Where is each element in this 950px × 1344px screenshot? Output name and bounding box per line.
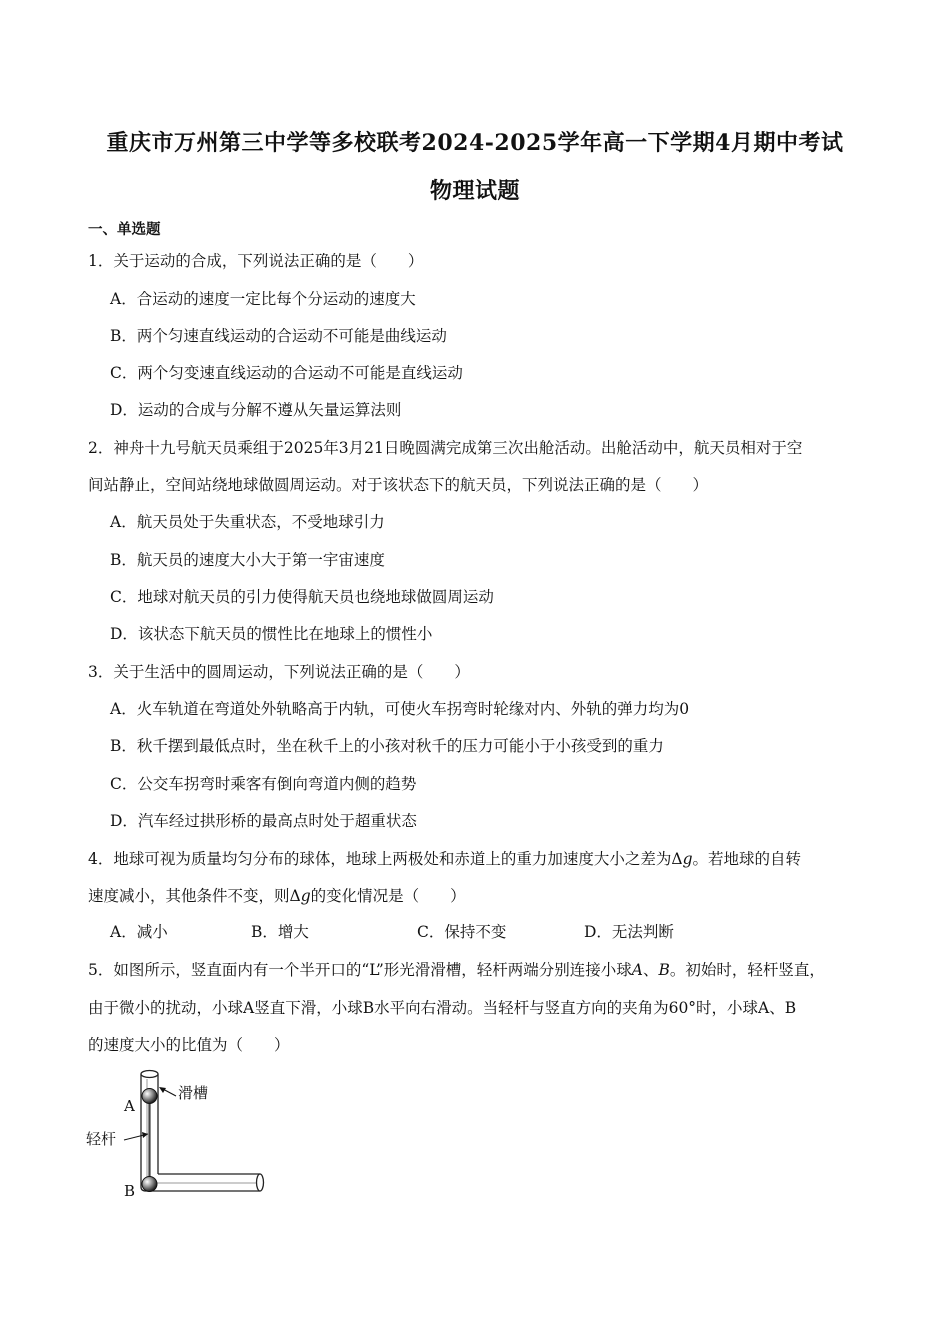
rod-pointer-arrow: [124, 1132, 148, 1140]
question-3-option-d: D．汽车经过拱形桥的最高点时处于超重状态: [110, 812, 417, 830]
question-2-option-d: D．该状态下航天员的惯性比在地球上的惯性小: [110, 625, 433, 643]
question-4-option-d: D．无法判断: [584, 923, 674, 941]
question-1-stem: 1．关于运动的合成，下列说法正确的是（ ）: [88, 252, 424, 270]
ball-a-variable: A: [631, 961, 643, 979]
gravity-variable: g: [682, 850, 693, 868]
question-3-option-a: A．火车轨道在弯道处外轨略高于内轨，可使火车拐弯时轮缘对内、外轨的弹力均为0: [110, 700, 690, 718]
ball-b-label: B: [124, 1182, 136, 1200]
delta-symbol: Δ: [671, 850, 683, 868]
gravity-variable: g: [300, 887, 311, 905]
question-4-stem-text: 。若地球的自转: [692, 850, 802, 868]
question-2-stem-line2: 间站静止，空间站绕地球做圆周运动。对于该状态下的航天员，下列说法正确的是（ ）: [88, 476, 709, 494]
question-1-option-a: A．合运动的速度一定比每个分运动的速度大: [110, 290, 416, 308]
slot-pointer-arrow: [159, 1087, 176, 1096]
question-5-stem-text: 5．如图所示，竖直面内有一个半开口的“L”形光滑滑槽，轻杆两端分别连接小球: [88, 961, 632, 979]
question-4-stem-text: 的变化情况是（ ）: [310, 887, 466, 905]
question-4-option-a: A．减小: [110, 923, 168, 941]
question-3-option-c: C．公交车拐弯时乘客有倒向弯道内侧的趋势: [110, 775, 417, 793]
question-4-option-c: C．保持不变: [417, 923, 507, 941]
ball-b-variable: B: [658, 961, 670, 979]
exam-title: 重庆市万州第三中学等多校联考2024-2025学年高一下学期4月期中考试: [106, 130, 844, 156]
question-5-separator: 、: [643, 961, 659, 979]
ball-b: [142, 1177, 157, 1192]
question-5-stem-line2: 由于微小的扰动，小球A竖直下滑，小球B水平向右滑动。当轻杆与竖直方向的夹角为60°时，小球A、B: [88, 999, 797, 1017]
delta-symbol: Δ: [289, 887, 301, 905]
question-3-option-b: B．秋千摆到最低点时，坐在秋千上的小孩对秋千的压力可能小于小孩受到的重力: [110, 737, 664, 755]
question-2-option-b: B．航天员的速度大小大于第一宇宙速度: [110, 551, 385, 569]
exam-subtitle: 物理试题: [429, 178, 520, 204]
question-4-stem-text: 4．地球可视为质量均匀分布的球体，地球上两极处和赤道上的重力加速度大小之差为: [88, 850, 672, 868]
ball-a-label: A: [124, 1097, 135, 1115]
question-4-stem-text: 速度减小，其他条件不变，则: [88, 887, 290, 905]
question-4-option-b: B．增大: [251, 923, 309, 941]
question-2-stem-line1: 2．神舟十九号航天员乘组于2025年3月21日晚圆满完成第三次出舱活动。出舱活动中，航天员相对于空: [88, 439, 803, 457]
ball-a: [142, 1089, 157, 1104]
question-5-stem-text: 。初始时，轻杆竖直，: [669, 961, 825, 979]
question-3-stem: 3．关于生活中的圆周运动，下列说法正确的是（ ）: [88, 663, 470, 681]
rod-label: 轻杆: [86, 1130, 117, 1148]
question-5-stem-line3: 的速度大小的比值为（ ）: [88, 1036, 290, 1054]
l-slot-figure: [86, 1062, 276, 1212]
question-4-stem-line2: [88, 884, 466, 906]
question-1-option-d: D．运动的合成与分解不遵从矢量运算法则: [110, 401, 402, 419]
question-5-stem-line1: [88, 958, 825, 980]
question-2-option-a: A．航天员处于失重状态，不受地球引力: [110, 513, 385, 531]
horizontal-slot: [141, 1174, 264, 1191]
question-2-option-c: C．地球对航天员的引力使得航天员也绕地球做圆周运动: [110, 588, 494, 606]
section-heading: 一、单选题: [88, 221, 161, 238]
question-1-option-c: C．两个匀变速直线运动的合运动不可能是直线运动: [110, 364, 463, 382]
question-4-stem-line1: [88, 847, 801, 869]
question-1-option-b: B．两个匀速直线运动的合运动不可能是曲线运动: [110, 327, 447, 345]
slot-label: 滑槽: [178, 1084, 209, 1102]
